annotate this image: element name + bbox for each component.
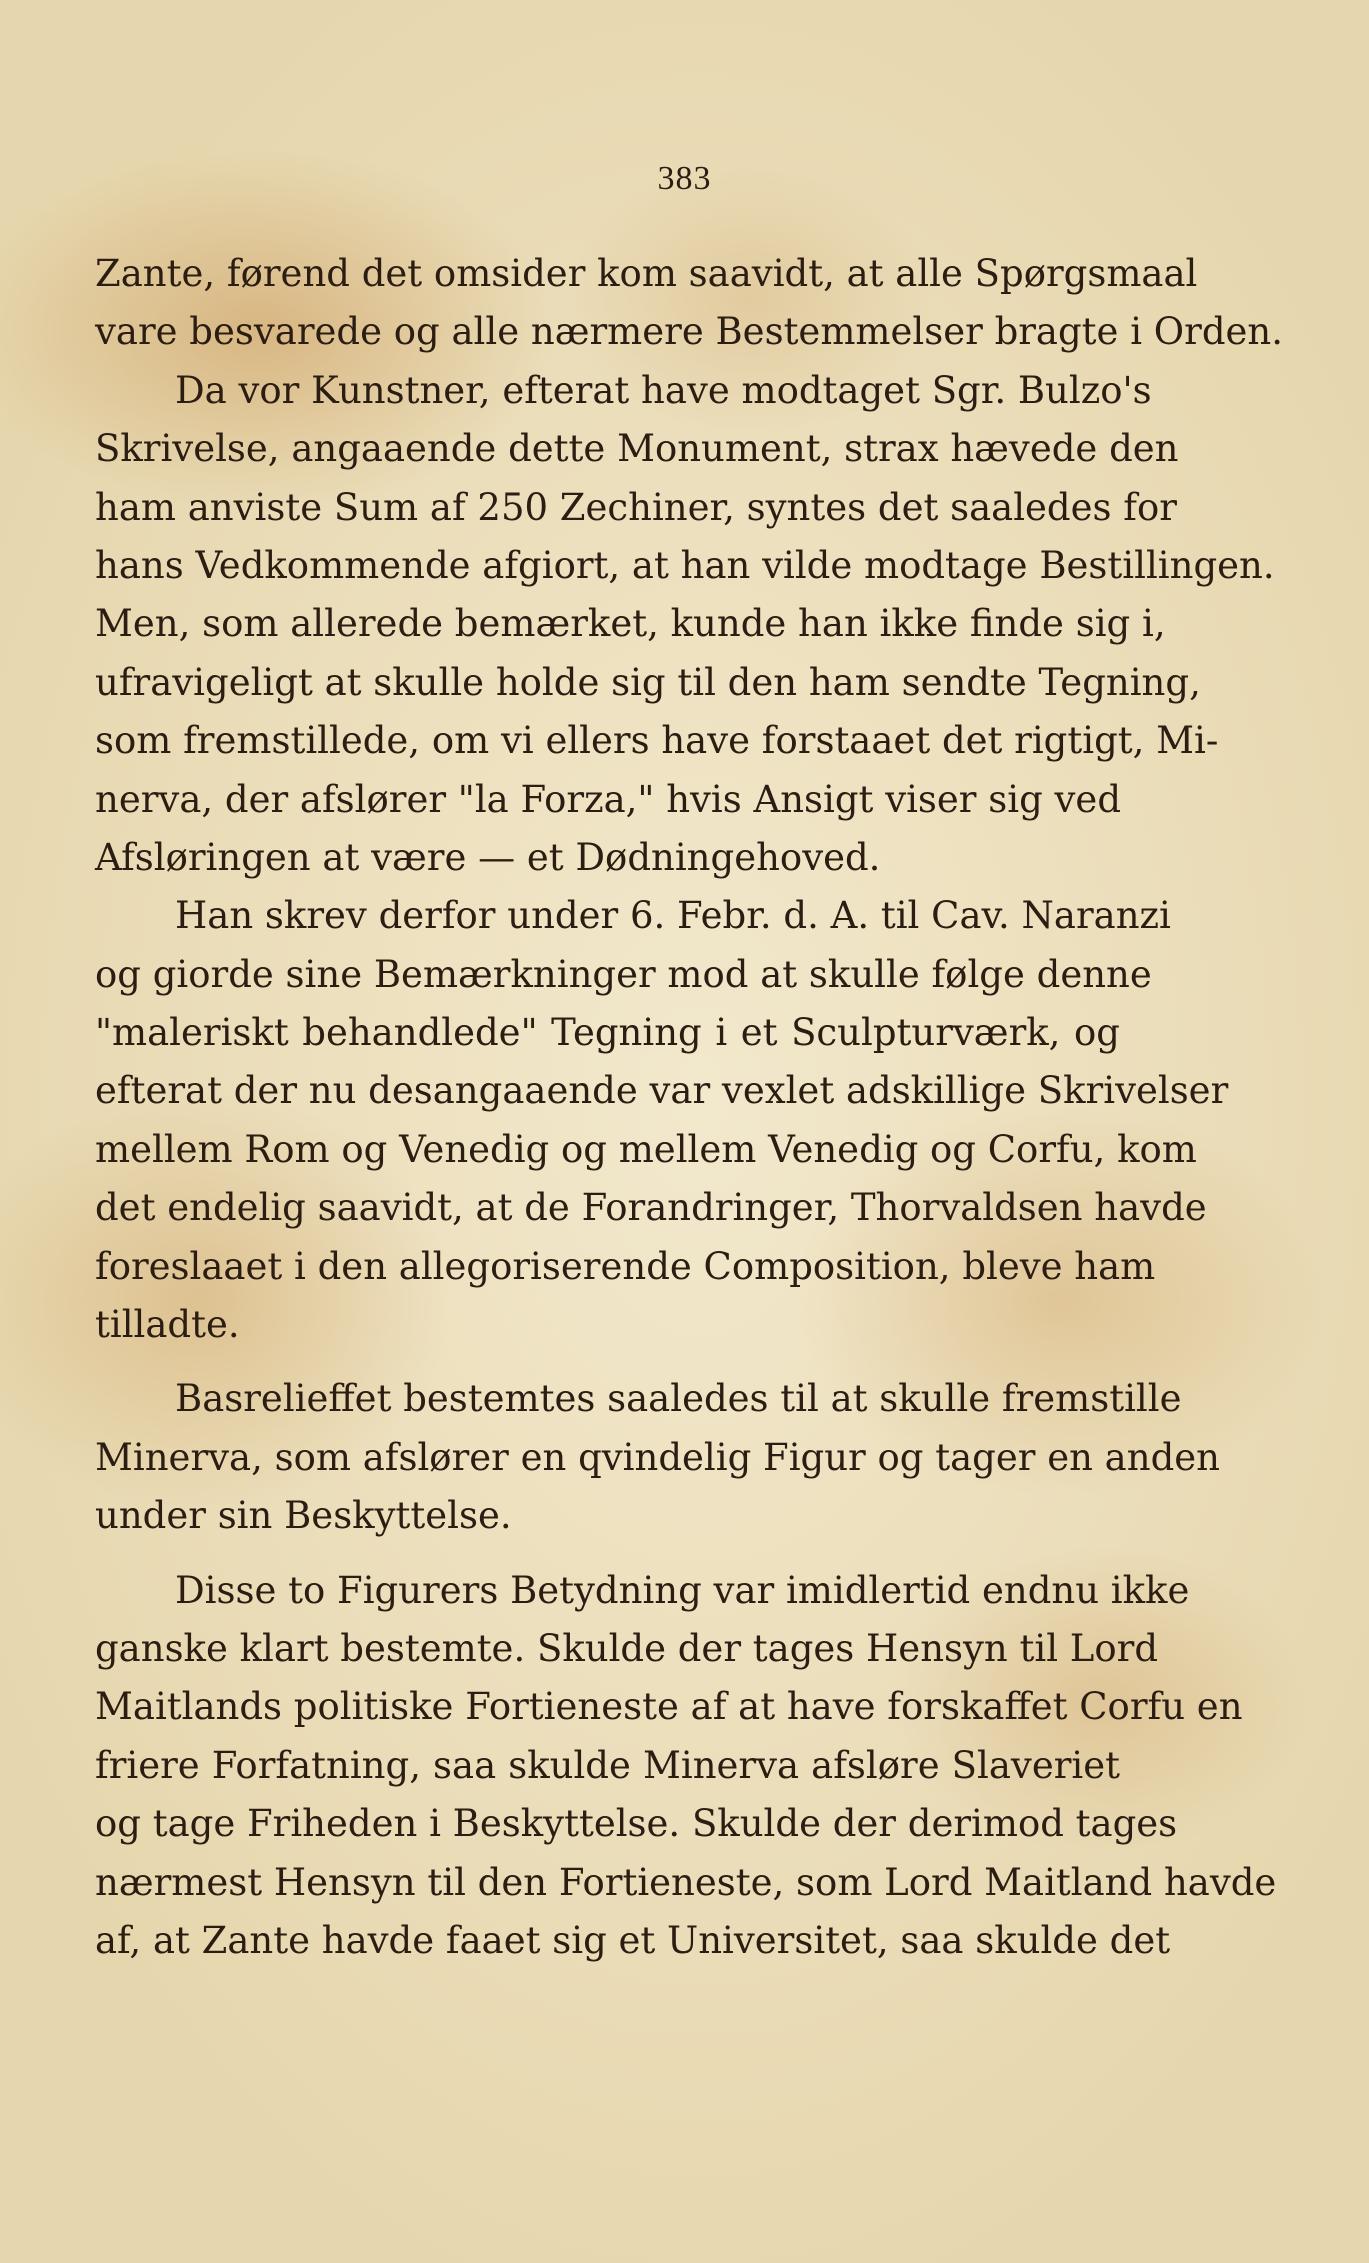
text-line: Men, som allerede bemærket, kunde han ikke finde sig i, xyxy=(95,602,1166,646)
text-line: Disse to Figurers Betydning var imidlertid endnu ikke xyxy=(175,1568,1190,1612)
text-line: ganske klart bestemte. Skulde der tages Hensyn til Lord xyxy=(95,1626,1159,1670)
text-line: og tage Friheden i Beskyttelse. Skulde der derimod tages xyxy=(95,1802,1178,1846)
text-line: mellem Rom og Venedig og mellem Venedig og Corfu, kom xyxy=(95,1127,1197,1171)
text-line: tilladte. xyxy=(95,1303,240,1347)
text-line: Han skrev derfor under 6. Febr. d. A. til Cav. Naranzi xyxy=(175,894,1171,938)
text-line: Minerva, som afslører en qvindelig Figur og tager en anden xyxy=(95,1435,1220,1479)
text-line: foreslaaet i den allegoriserende Composition, bleve ham xyxy=(95,1244,1156,1288)
text-line: Afsløringen at være — et Dødningehoved. xyxy=(95,835,881,879)
page-number: 383 xyxy=(657,160,712,197)
text-line: under sin Beskyttelse. xyxy=(95,1494,512,1538)
text-line: Zante, førend det omsider kom saavidt, at alle Spørgsmaal xyxy=(95,252,1198,295)
text-line: hans Vedkommende afgiort, at han vilde modtage Bestillingen. xyxy=(95,543,1275,587)
text-line: Da vor Kunstner, efterat have modtaget Sgr. Bulzo's xyxy=(175,368,1152,412)
text-line: Skrivelse, angaaende dette Monument, strax hævede den xyxy=(95,427,1179,471)
text-line: Maitlands politiske Fortieneste af at have forskaffet Corfu en xyxy=(95,1685,1243,1729)
text-line: af, at Zante havde faaet sig et Universitet, saa skulde det xyxy=(95,1918,1171,1962)
text-line: nerva, der afslører "la Forza," hvis Ansigt viser sig ved xyxy=(95,777,1122,821)
text-line: ham anviste Sum af 250 Zechiner, syntes det saaledes for xyxy=(95,485,1177,529)
text-line: som fremstillede, om vi ellers have forstaaet det rigtigt, Mi- xyxy=(95,719,1219,763)
text-line: Basrelieffet bestemtes saaledes til at skulle fremstille xyxy=(175,1377,1182,1421)
text-line: det endelig saavidt, at de Forandringer, Thorvaldsen havde xyxy=(95,1186,1207,1230)
text-line: "maleriskt behandlede" Tegning i et Sculpturværk, og xyxy=(95,1011,1120,1055)
text-line: nærmest Hensyn til den Fortieneste, som Lord Maitland havde xyxy=(95,1860,1277,1904)
text-line: efterat der nu desangaaende var vexlet adskillige Skrivelser xyxy=(95,1069,1229,1113)
text-line: friere Forfatning, saa skulde Minerva afsløre Slaveriet xyxy=(95,1743,1120,1787)
body-text xyxy=(95,245,1283,1970)
text-line: ufravigeligt at skulle holde sig til den ham sendte Tegning, xyxy=(95,660,1201,704)
text-line: og giorde sine Bemærkninger mod at skulle følge denne xyxy=(95,952,1152,996)
text-line: vare besvarede og alle nærmere Bestemmelser bragte i Orden. xyxy=(95,310,1283,354)
